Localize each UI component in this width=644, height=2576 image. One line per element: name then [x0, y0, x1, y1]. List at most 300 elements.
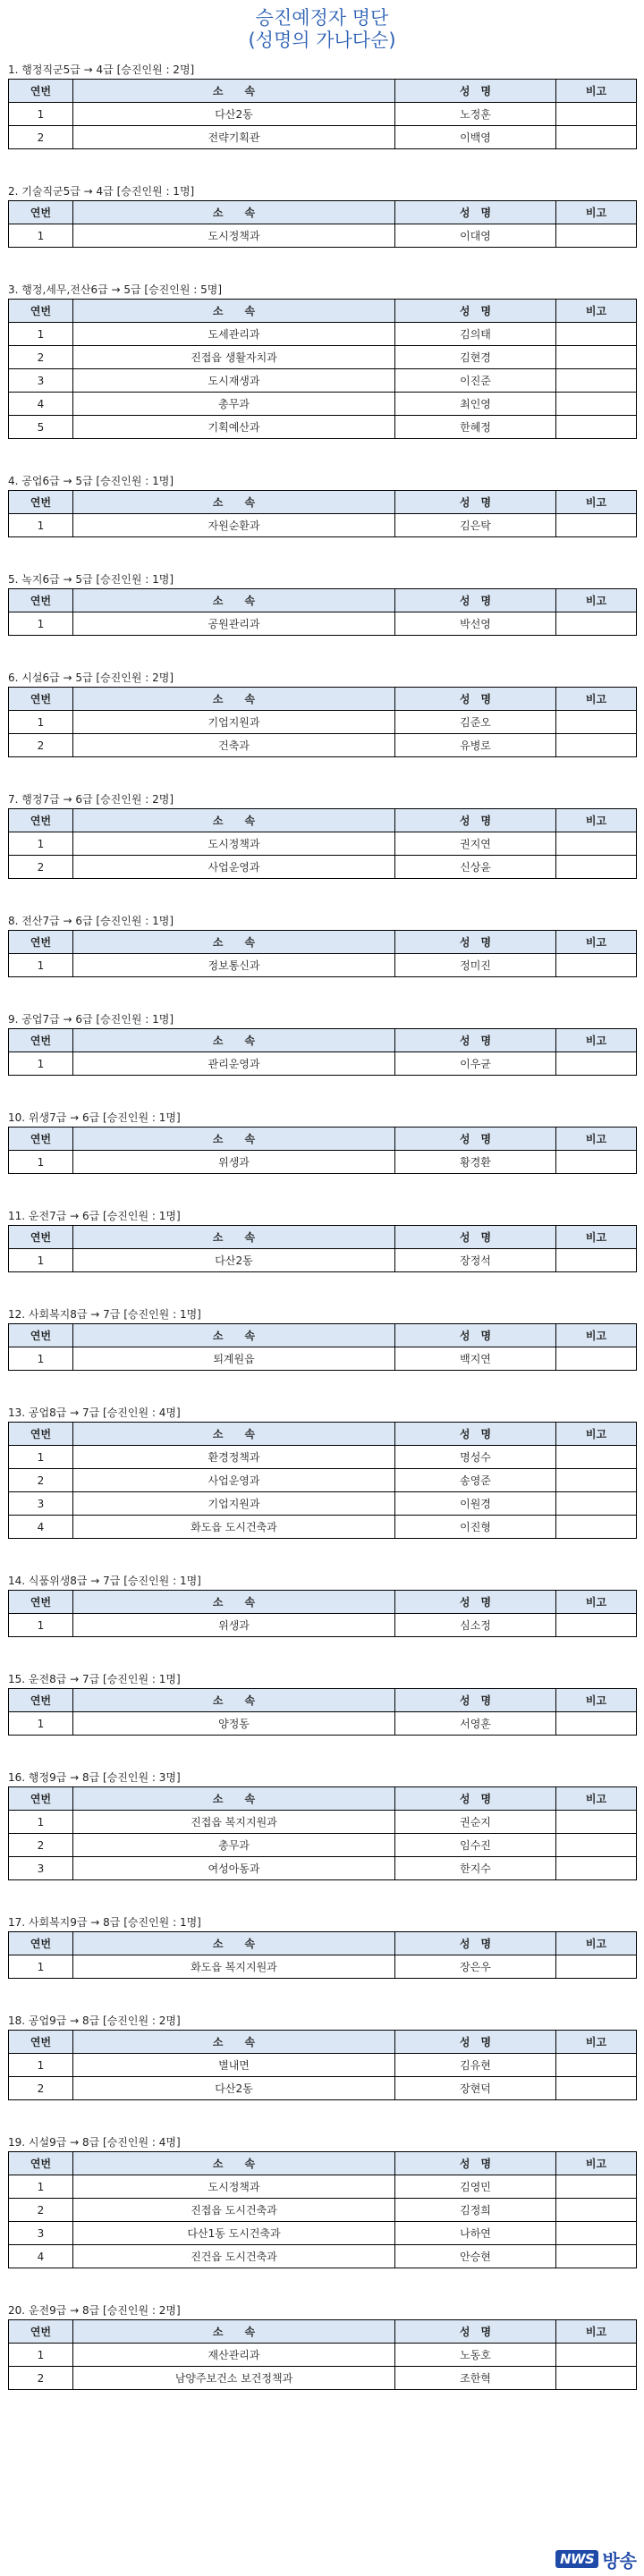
header-department: 소 속 [73, 1932, 395, 1955]
header-name: 성 명 [395, 931, 556, 954]
header-no: 연번 [9, 1226, 73, 1249]
table-row [9, 346, 637, 369]
cell-note [556, 1834, 637, 1857]
header-note: 비고 [556, 931, 637, 954]
cell-department: 화도읍 도시건축과 [73, 1516, 395, 1539]
cell-department: 자원순환과 [73, 514, 395, 537]
cell-name: 황경환 [395, 1151, 556, 1174]
cell-note [556, 514, 637, 537]
header-no: 연번 [9, 1932, 73, 1955]
cell-no: 1 [9, 323, 73, 346]
table-header-row [9, 1787, 637, 1811]
logo-text: 방송 [602, 2549, 637, 2572]
cell-note [556, 1469, 637, 1492]
header-name: 성 명 [395, 300, 556, 323]
cell-note [556, 126, 637, 149]
cell-name: 장은우 [395, 1955, 556, 1979]
cell-no: 2 [9, 346, 73, 369]
cell-no: 2 [9, 126, 73, 149]
cell-note [556, 393, 637, 416]
section-heading: 15. 운전8급 → 7급 [승진인원 : 1명] [8, 1673, 181, 1685]
cell-name: 이백영 [395, 126, 556, 149]
cell-no: 2 [9, 734, 73, 757]
header-note: 비고 [556, 80, 637, 103]
cell-department: 별내면 [73, 2054, 395, 2077]
cell-note [556, 224, 637, 248]
table-row [9, 103, 637, 126]
section-heading: 3. 행정,세무,전산6급 → 5급 [승진인원 : 5명] [8, 283, 223, 296]
cell-name: 나하연 [395, 2222, 556, 2245]
section-heading: 17. 사회복지9급 → 8급 [승진인원 : 1명] [8, 1916, 201, 1929]
table-row [9, 514, 637, 537]
header-note: 비고 [556, 2031, 637, 2054]
cell-no: 1 [9, 1249, 73, 1272]
table-header-row [9, 2031, 637, 2054]
cell-name: 김준오 [395, 711, 556, 734]
header-department: 소 속 [73, 1689, 395, 1712]
table-row [9, 2222, 637, 2245]
table-header-row [9, 1226, 637, 1249]
section-heading: 9. 공업7급 → 6급 [승진인원 : 1명] [8, 1013, 174, 1026]
table-row [9, 1052, 637, 1076]
cell-no: 1 [9, 1446, 73, 1469]
cell-no: 1 [9, 954, 73, 977]
header-note: 비고 [556, 300, 637, 323]
promotion-list [0, 62, 644, 2390]
cell-name: 이우균 [395, 1052, 556, 1076]
table-header-row [9, 1591, 637, 1614]
header-name: 성 명 [395, 1128, 556, 1151]
table-header-row [9, 491, 637, 514]
table-header-row [9, 80, 637, 103]
header-no: 연번 [9, 2152, 73, 2175]
header-no: 연번 [9, 300, 73, 323]
cell-no: 4 [9, 1516, 73, 1539]
cell-no: 1 [9, 1347, 73, 1371]
header-no: 연번 [9, 931, 73, 954]
table-row [9, 612, 637, 636]
cell-name: 한지수 [395, 1857, 556, 1880]
header-department: 소 속 [73, 2320, 395, 2344]
table-header-row [9, 1689, 637, 1712]
header-department: 소 속 [73, 1423, 395, 1446]
promotion-section [0, 1405, 644, 1539]
header-note: 비고 [556, 2152, 637, 2175]
header-name: 성 명 [395, 1689, 556, 1712]
document-title [0, 0, 644, 50]
section-heading: 12. 사회복지8급 → 7급 [승진인원 : 1명] [8, 1308, 201, 1321]
table-row [9, 2199, 637, 2222]
cell-no: 1 [9, 1052, 73, 1076]
header-department: 소 속 [73, 1787, 395, 1811]
promotion-section [0, 791, 644, 879]
cell-name: 장정석 [395, 1249, 556, 1272]
promotion-section [0, 670, 644, 757]
promotion-section [0, 1208, 644, 1272]
cell-department: 양정동 [73, 1712, 395, 1736]
broadcaster-logo [555, 2547, 637, 2571]
cell-name: 명성수 [395, 1446, 556, 1469]
section-heading: 2. 기술직군5급 → 4급 [승진인원 : 1명] [8, 185, 195, 198]
header-name: 성 명 [395, 1932, 556, 1955]
section-heading: 5. 녹지6급 → 5급 [승진인원 : 1명] [8, 573, 174, 586]
header-name: 성 명 [395, 688, 556, 711]
cell-no: 2 [9, 2077, 73, 2100]
cell-note [556, 1249, 637, 1272]
header-name: 성 명 [395, 809, 556, 832]
table-row [9, 1857, 637, 1880]
promotion-table [8, 1590, 637, 1637]
header-note: 비고 [556, 1324, 637, 1347]
cell-department: 진접읍 복지지원과 [73, 1811, 395, 1834]
promotion-table [8, 1931, 637, 1979]
cell-name: 노동호 [395, 2344, 556, 2367]
cell-department: 다산2동 [73, 2077, 395, 2100]
cell-department: 기업지원과 [73, 711, 395, 734]
cell-department: 사업운영과 [73, 1469, 395, 1492]
cell-note [556, 1811, 637, 1834]
table-header-row [9, 1423, 637, 1446]
cell-note [556, 954, 637, 977]
table-row [9, 1347, 637, 1371]
section-heading: 13. 공업8급 → 7급 [승진인원 : 4명] [8, 1406, 181, 1419]
cell-name: 박선영 [395, 612, 556, 636]
promotion-table [8, 490, 637, 537]
cell-note [556, 1712, 637, 1736]
cell-note [556, 1492, 637, 1516]
table-header-row [9, 1029, 637, 1052]
cell-department: 도시정책과 [73, 224, 395, 248]
table-row [9, 2175, 637, 2199]
cell-no: 4 [9, 2245, 73, 2268]
promotion-section [0, 183, 644, 248]
cell-no: 2 [9, 1834, 73, 1857]
cell-department: 도세관리과 [73, 323, 395, 346]
cell-note [556, 1955, 637, 1979]
cell-no: 1 [9, 832, 73, 856]
table-header-row [9, 589, 637, 612]
cell-name: 정미진 [395, 954, 556, 977]
header-note: 비고 [556, 1591, 637, 1614]
cell-name: 김유현 [395, 2054, 556, 2077]
cell-name: 권순지 [395, 1811, 556, 1834]
promotion-section [0, 1573, 644, 1637]
cell-name: 안승현 [395, 2245, 556, 2268]
cell-no: 1 [9, 2175, 73, 2199]
table-row [9, 1151, 637, 1174]
cell-name: 김은탁 [395, 514, 556, 537]
cell-name: 권지연 [395, 832, 556, 856]
cell-name: 김의태 [395, 323, 556, 346]
promotion-table [8, 1688, 637, 1736]
header-name: 성 명 [395, 1787, 556, 1811]
table-row [9, 416, 637, 439]
header-note: 비고 [556, 1029, 637, 1052]
table-row [9, 734, 637, 757]
table-row [9, 1834, 637, 1857]
cell-note [556, 2077, 637, 2100]
cell-note [556, 832, 637, 856]
cell-department: 남양주보건소 보건정책과 [73, 2367, 395, 2390]
cell-note [556, 323, 637, 346]
cell-no: 1 [9, 1955, 73, 1979]
header-department: 소 속 [73, 300, 395, 323]
table-row [9, 126, 637, 149]
cell-name: 노정훈 [395, 103, 556, 126]
header-no: 연번 [9, 80, 73, 103]
cell-no: 2 [9, 2199, 73, 2222]
header-note: 비고 [556, 1932, 637, 1955]
cell-note [556, 2054, 637, 2077]
cell-no: 1 [9, 711, 73, 734]
table-header-row [9, 201, 637, 224]
promotion-section [0, 1671, 644, 1736]
header-no: 연번 [9, 688, 73, 711]
cell-no: 1 [9, 2344, 73, 2367]
table-row [9, 1492, 637, 1516]
table-row [9, 2367, 637, 2390]
table-row [9, 711, 637, 734]
cell-note [556, 2175, 637, 2199]
cell-name: 이진형 [395, 1516, 556, 1539]
cell-note [556, 2245, 637, 2268]
header-no: 연번 [9, 1324, 73, 1347]
table-row [9, 1955, 637, 1979]
header-no: 연번 [9, 1689, 73, 1712]
header-name: 성 명 [395, 2031, 556, 2054]
cell-department: 다산2동 [73, 103, 395, 126]
table-row [9, 856, 637, 879]
cell-note [556, 1151, 637, 1174]
promotion-table [8, 588, 637, 636]
header-name: 성 명 [395, 1324, 556, 1347]
header-no: 연번 [9, 1591, 73, 1614]
cell-no: 3 [9, 369, 73, 393]
cell-no: 2 [9, 856, 73, 879]
table-header-row [9, 300, 637, 323]
section-heading: 18. 공업9급 → 8급 [승진인원 : 2명] [8, 2014, 181, 2027]
cell-note [556, 1052, 637, 1076]
header-name: 성 명 [395, 1423, 556, 1446]
header-name: 성 명 [395, 1591, 556, 1614]
cell-name: 유병로 [395, 734, 556, 757]
header-name: 성 명 [395, 80, 556, 103]
header-note: 비고 [556, 491, 637, 514]
promotion-table [8, 1323, 637, 1371]
section-heading: 19. 시설9급 → 8급 [승진인원 : 4명] [8, 2136, 181, 2149]
header-note: 비고 [556, 1128, 637, 1151]
cell-department: 도시정책과 [73, 2175, 395, 2199]
header-no: 연번 [9, 2031, 73, 2054]
table-row [9, 1712, 637, 1736]
table-row [9, 1446, 637, 1469]
cell-department: 진접읍 도시건축과 [73, 2199, 395, 2222]
cell-note [556, 2344, 637, 2367]
cell-no: 1 [9, 1614, 73, 1637]
header-no: 연번 [9, 589, 73, 612]
header-no: 연번 [9, 201, 73, 224]
cell-note [556, 416, 637, 439]
cell-note [556, 103, 637, 126]
header-department: 소 속 [73, 589, 395, 612]
promotion-table [8, 2319, 637, 2390]
table-row [9, 2054, 637, 2077]
cell-department: 건축과 [73, 734, 395, 757]
cell-note [556, 2222, 637, 2245]
section-heading: 10. 위생7급 → 6급 [승진인원 : 1명] [8, 1111, 181, 1124]
cell-department: 재산관리과 [73, 2344, 395, 2367]
cell-department: 진건읍 도시건축과 [73, 2245, 395, 2268]
cell-note [556, 346, 637, 369]
header-no: 연번 [9, 2320, 73, 2344]
promotion-table [8, 79, 637, 149]
promotion-table [8, 808, 637, 879]
cell-no: 2 [9, 2367, 73, 2390]
header-note: 비고 [556, 2320, 637, 2344]
cell-no: 1 [9, 103, 73, 126]
cell-name: 백지연 [395, 1347, 556, 1371]
cell-note [556, 1857, 637, 1880]
header-department: 소 속 [73, 1029, 395, 1052]
cell-name: 심소정 [395, 1614, 556, 1637]
table-row [9, 1516, 637, 1539]
cell-no: 1 [9, 1712, 73, 1736]
table-header-row [9, 1324, 637, 1347]
cell-department: 위생과 [73, 1614, 395, 1637]
section-heading: 4. 공업6급 → 5급 [승진인원 : 1명] [8, 475, 174, 487]
cell-note [556, 2199, 637, 2222]
header-name: 성 명 [395, 491, 556, 514]
header-department: 소 속 [73, 80, 395, 103]
table-row [9, 224, 637, 248]
cell-department: 사업운영과 [73, 856, 395, 879]
cell-no: 2 [9, 1469, 73, 1492]
promotion-table [8, 930, 637, 977]
cell-department: 전략기획관 [73, 126, 395, 149]
cell-note [556, 734, 637, 757]
promotion-section [0, 1769, 644, 1880]
cell-department: 총무과 [73, 393, 395, 416]
cell-department: 도시재생과 [73, 369, 395, 393]
cell-department: 관리운영과 [73, 1052, 395, 1076]
cell-no: 3 [9, 1857, 73, 1880]
promotion-section [0, 1306, 644, 1371]
header-note: 비고 [556, 1423, 637, 1446]
promotion-section [0, 2302, 644, 2390]
table-header-row [9, 688, 637, 711]
cell-name: 서영훈 [395, 1712, 556, 1736]
cell-department: 화도읍 복지지원과 [73, 1955, 395, 1979]
cell-name: 장현덕 [395, 2077, 556, 2100]
header-note: 비고 [556, 688, 637, 711]
header-department: 소 속 [73, 1128, 395, 1151]
section-heading: 11. 운전7급 → 6급 [승진인원 : 1명] [8, 1210, 181, 1222]
promotion-table [8, 200, 637, 248]
cell-department: 진접읍 생활자치과 [73, 346, 395, 369]
promotion-table [8, 1028, 637, 1076]
cell-note [556, 1446, 637, 1469]
cell-department: 총무과 [73, 1834, 395, 1857]
table-header-row [9, 2152, 637, 2175]
cell-no: 1 [9, 514, 73, 537]
promotion-section [0, 2013, 644, 2100]
header-note: 비고 [556, 1226, 637, 1249]
header-note: 비고 [556, 809, 637, 832]
table-row [9, 832, 637, 856]
cell-no: 1 [9, 2054, 73, 2077]
title-line-1: 승진예정자 명단 [255, 7, 389, 29]
header-no: 연번 [9, 1029, 73, 1052]
header-no: 연번 [9, 1787, 73, 1811]
header-note: 비고 [556, 201, 637, 224]
cell-no: 4 [9, 393, 73, 416]
title-line-2: (성명의 가나다순) [248, 30, 396, 51]
header-department: 소 속 [73, 2031, 395, 2054]
cell-note [556, 612, 637, 636]
cell-name: 김정희 [395, 2199, 556, 2222]
header-department: 소 속 [73, 201, 395, 224]
header-department: 소 속 [73, 688, 395, 711]
section-heading: 14. 식품위생8급 → 7급 [승진인원 : 1명] [8, 1575, 201, 1587]
cell-name: 김영민 [395, 2175, 556, 2199]
table-row [9, 954, 637, 977]
header-no: 연번 [9, 491, 73, 514]
table-row [9, 1249, 637, 1272]
promotion-section [0, 571, 644, 636]
promotion-section [0, 282, 644, 439]
header-name: 성 명 [395, 2320, 556, 2344]
promotion-table [8, 1225, 637, 1272]
cell-department: 도시정책과 [73, 832, 395, 856]
cell-name: 김현경 [395, 346, 556, 369]
cell-no: 1 [9, 1811, 73, 1834]
table-row [9, 1614, 637, 1637]
cell-department: 위생과 [73, 1151, 395, 1174]
section-heading: 20. 운전9급 → 8급 [승진인원 : 2명] [8, 2304, 181, 2317]
header-department: 소 속 [73, 809, 395, 832]
cell-department: 공원관리과 [73, 612, 395, 636]
header-department: 소 속 [73, 1324, 395, 1347]
logo-mark: NWS [555, 2550, 598, 2568]
cell-no: 1 [9, 612, 73, 636]
cell-name: 이진준 [395, 369, 556, 393]
cell-department: 기획예산과 [73, 416, 395, 439]
table-header-row [9, 1128, 637, 1151]
cell-name: 최인영 [395, 393, 556, 416]
cell-note [556, 856, 637, 879]
cell-no: 3 [9, 1492, 73, 1516]
section-heading: 16. 행정9급 → 8급 [승진인원 : 3명] [8, 1771, 181, 1784]
header-name: 성 명 [395, 589, 556, 612]
header-name: 성 명 [395, 1029, 556, 1052]
cell-department: 환경정책과 [73, 1446, 395, 1469]
promotion-table [8, 299, 637, 439]
promotion-table [8, 687, 637, 757]
header-name: 성 명 [395, 2152, 556, 2175]
table-header-row [9, 2320, 637, 2344]
promotion-table [8, 2151, 637, 2268]
table-row [9, 1811, 637, 1834]
header-department: 소 속 [73, 931, 395, 954]
promotion-section [0, 2134, 644, 2268]
cell-no: 5 [9, 416, 73, 439]
table-row [9, 369, 637, 393]
table-header-row [9, 1932, 637, 1955]
header-no: 연번 [9, 809, 73, 832]
cell-department: 기업지원과 [73, 1492, 395, 1516]
header-note: 비고 [556, 589, 637, 612]
header-name: 성 명 [395, 201, 556, 224]
